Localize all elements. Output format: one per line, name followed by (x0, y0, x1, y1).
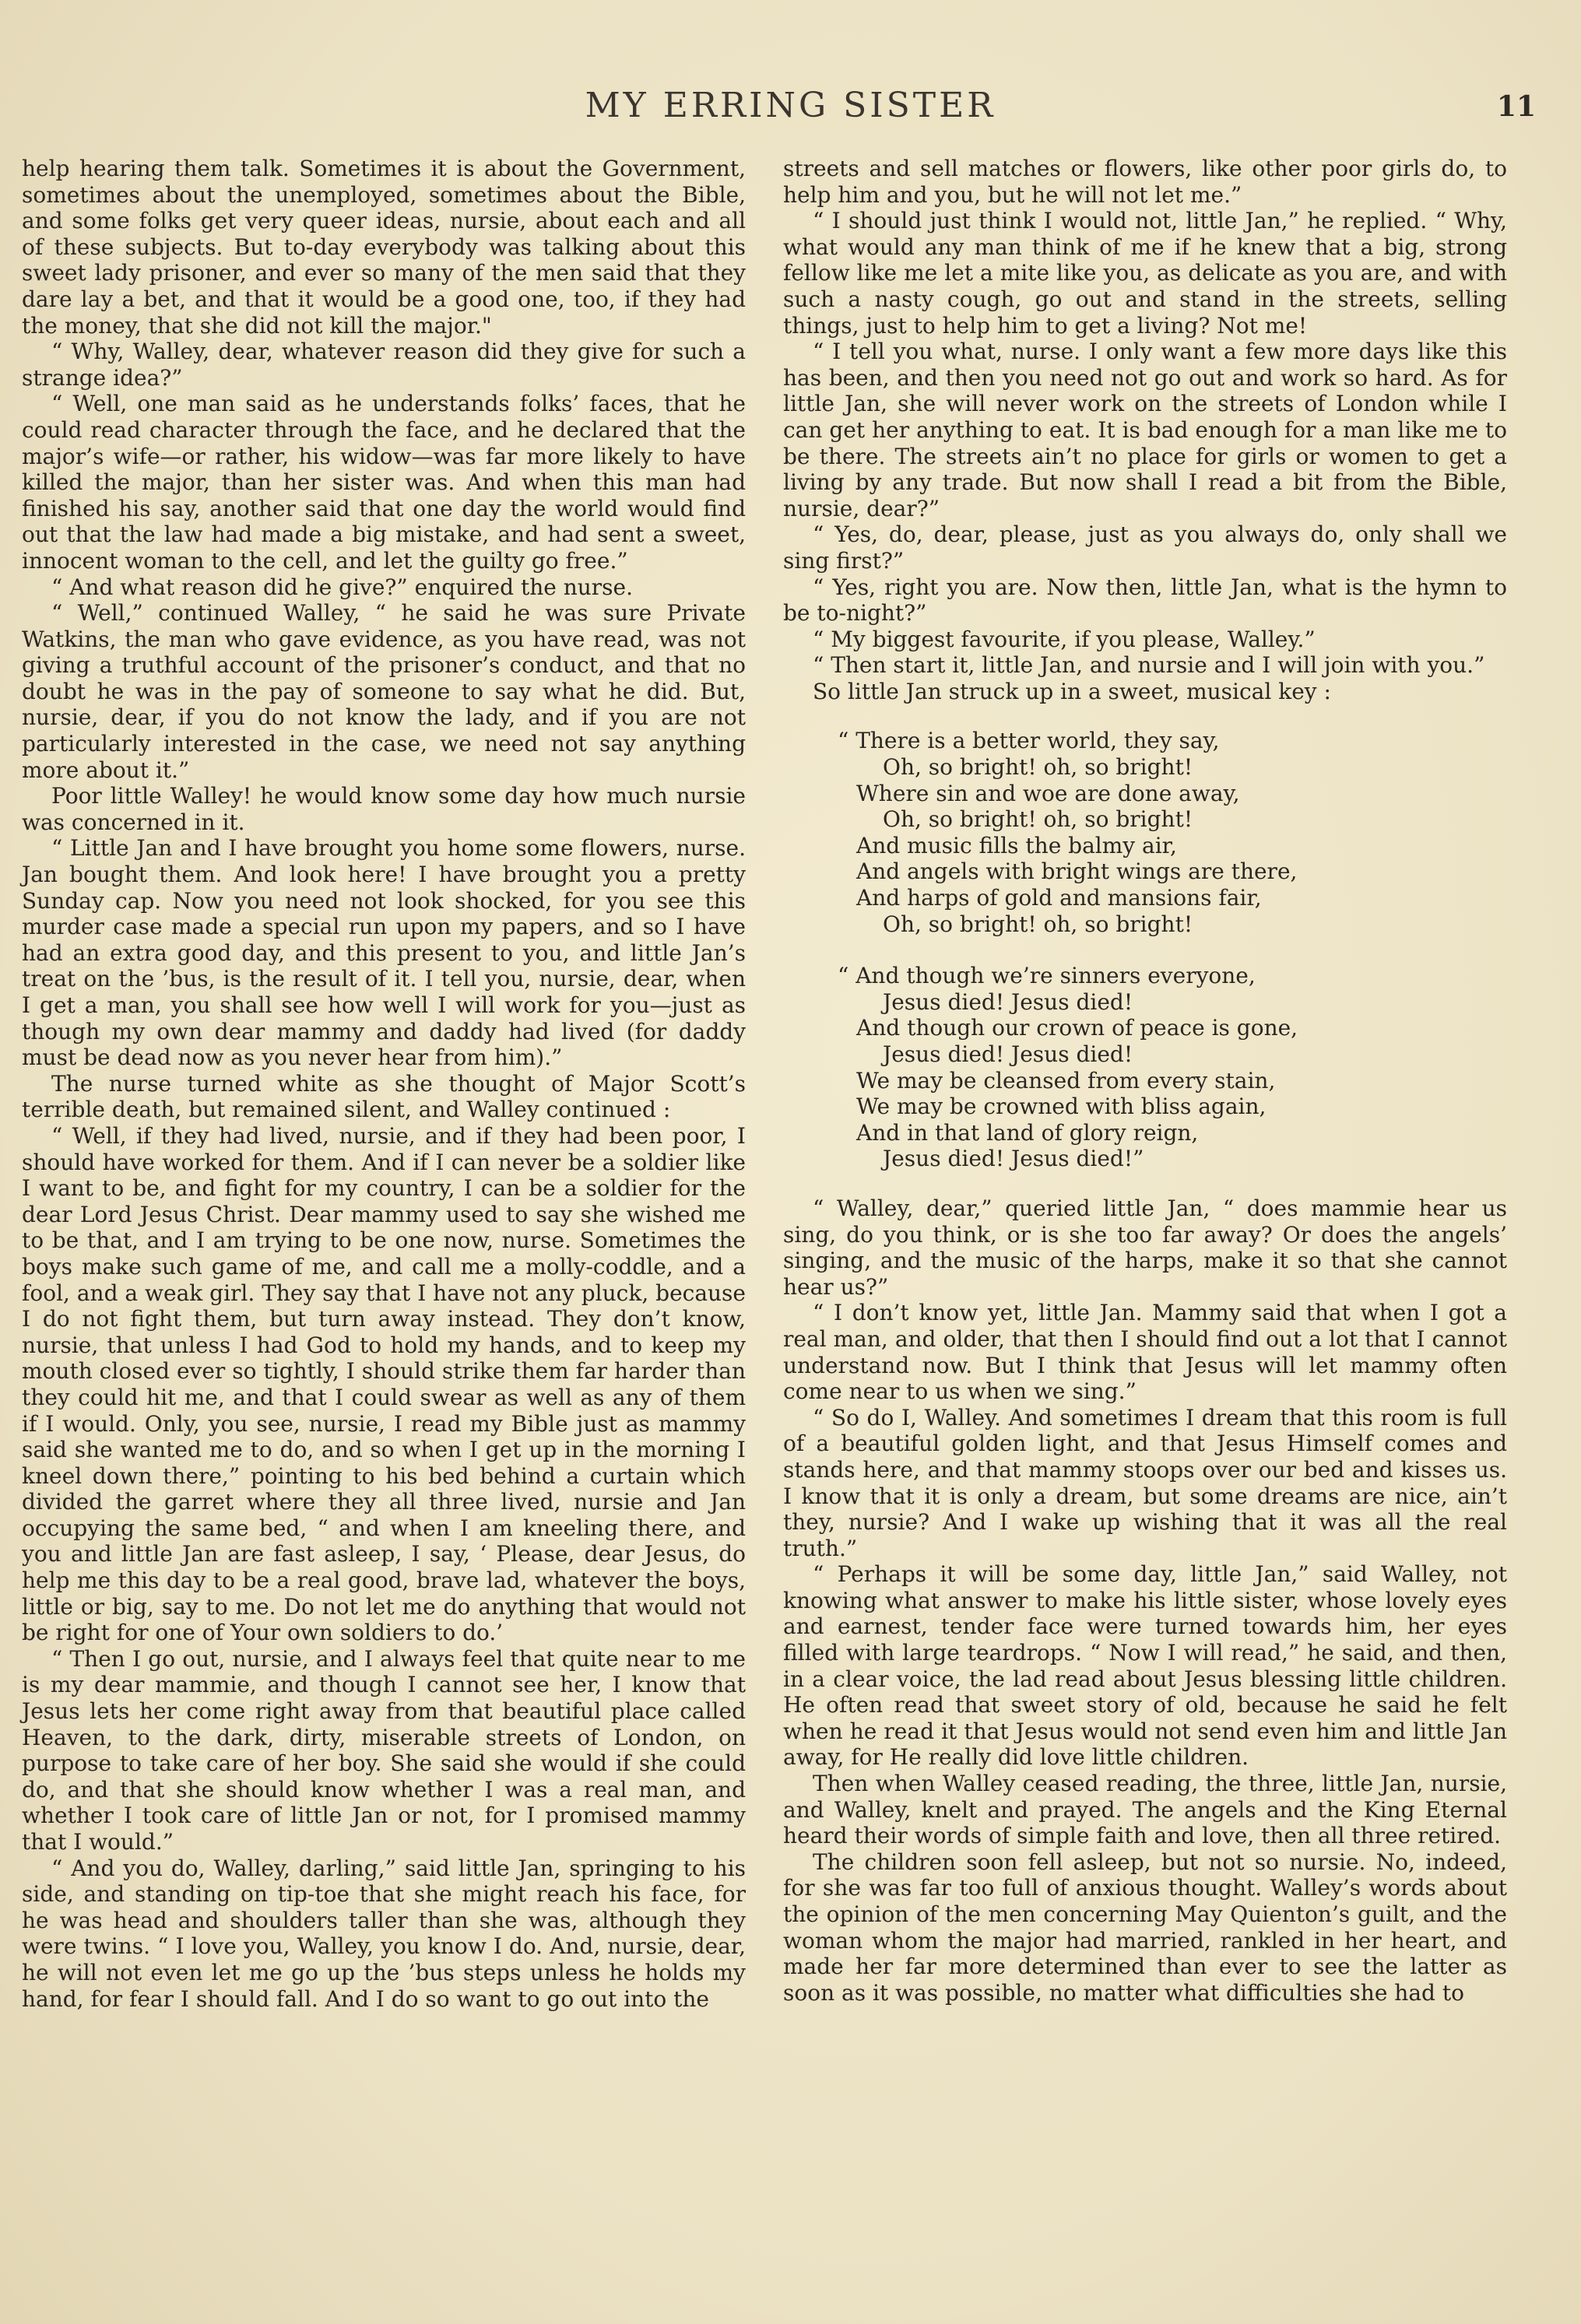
running-head (0, 86, 1581, 132)
paragraph: “ Well, if they had lived, nursie, and if they had been poor, I should have worked for them. And if I can never be a soldier like I want to be, and fight for my country, I can be a soldier for the dear Lord Jesus Christ. Dear mammy used to say she wished me to be that, and I am trying to be one now, nurse. Sometimes the boys make such game of me, and call me a molly-coddle, and a fool, and a weak girl. They say that I have not any pluck, because I do not fight them, but turn away instead. They don’t know, nursie, that unless I had God to hold my hands, and to keep my mouth closed ever so tightly, I should strike them far harder than they could hit me, and that I could swear as well as any of them if I would. Only, you see, nursie, I read my Bible just as mammy said she wanted me to do, and so when I get up in the morning I kneel down there,” pointing to his bed behind a curtain which divided the garret where they all three lived, nursie and Jan occupying the same bed, “ and when I am kneeling there, and you and little Jan are fast asleep, I say, ‘ Please, dear Jesus, do help me this day to be a real good, brave lad, whatever the boys, little or big, say to me. Do not let me do anything that would not be right for one of Your own soldiers to do.’ (22, 1122, 746, 1646)
paragraph: “ And you do, Walley, darling,” said little Jan, springing to his side, and standing on tip-toe that she might reach his face, for he was head and shoulders taller than she was, although they were twins. “ I love you, Walley, you know I do. And, nursie, dear, he will not even let me go up the ’bus steps unless he holds my hand, for fear I should fall. And I do so want to go out into the (22, 1855, 746, 2012)
hymn-line: And music fills the balmy air, (856, 832, 1177, 858)
paragraph: “ And what reason did he give?” enquired the nurse. (51, 574, 633, 600)
paragraph: “ So do I, Walley. And sometimes I dream that this room is full of a beautiful golden light, and that Jesus Himself comes and stands here, and that mammy stoops over our bed and kisses us. I know that it is only a dream, but some dreams are nice, ain’t they, nursie? And I wake up wishing that it was all the real truth.” (783, 1404, 1507, 1561)
paragraph: “ I should just think I would not, little Jan,” he replied. “ Why, what would any man think of me if he knew that a big, strong fellow like me let a mite like you, as delicate as you are, and with such a nasty cough, go out and stand in the streets, selling things, just to help him to get a living? Not me! (783, 208, 1507, 339)
hymn-line: Oh, so bright! oh, so bright! (883, 911, 1193, 937)
left-column (22, 156, 746, 2012)
paragraph: “ Walley, dear,” queried little Jan, “ does mammie hear us sing, do you think, or is she too far away? Or does the angels’ singing, and the music of the harps, make it so that she cannot hear us?” (783, 1195, 1507, 1300)
hymn-line: “ And though we’re sinners everyone, (838, 963, 1256, 989)
hymn-stanza (838, 963, 1507, 1172)
paragraph: “ Well,” continued Walley, “ he said he was sure Private Watkins, the man who gave evidence, as you have read, was not giving a truthful account of the prisoner’s conduct, and that no doubt he was in the pay of someone to say what he did. But, nursie, dear, if you do not know the lady, and if you are not particularly interested in the case, we need not say anything more about it.” (22, 600, 746, 783)
paragraph: “ Yes, do, dear, please, just as you always do, only shall we sing first?” (783, 521, 1507, 574)
hymn-line: Jesus died! Jesus died! (883, 988, 1133, 1015)
paragraph: streets and sell matches or flowers, like other poor girls do, to help him and you, but he will not let me.” (783, 156, 1507, 208)
paragraph: “ Well, one man said as he understands folks’ faces, that he could read character through the face, and he declared that the major’s wife—or rather, his widow—was far more likely to have killed the major, than her sister was. And when this man had finished his say, another said that one day the world would find out that the law had made a big mistake, and had sent a sweet, innocent woman to the cell, and let the guilty go free.” (22, 391, 746, 574)
hymn-line: Oh, so bright! oh, so bright! (883, 754, 1193, 781)
paragraph: “ Little Jan and I have brought you home some flowers, nurse. Jan bought them. And look here! I have brought you a pretty Sunday cap. Now you need not look shocked, for you see this murder case made a special run upon my papers, and so I have had an extra good day, and this present to you, and little Jan’s treat on the ’bus, is the result of it. I tell you, nursie, dear, when I get a man, you shall see how well I will work for you—just as though my own dear mammy and daddy had lived (for daddy must be dead now as you never hear from him).” (22, 835, 746, 1071)
paragraph: “ Then start it, little Jan, and nursie and I will join with you.” (813, 652, 1485, 679)
hymn-line: “ There is a better world, they say, (838, 728, 1220, 754)
hymn-stanza (838, 728, 1507, 937)
hymn-line: And harps of gold and mansions fair, (856, 885, 1262, 911)
paragraph: “ My biggest favourite, if you please, Walley.” (813, 626, 1316, 652)
paragraph: “ Perhaps it will be some day, little Jan,” said Walley, not knowing what answer to make his little sister, whose lovely eyes and earnest, tender face were turned towards him, her eyes filled with large teardrops. “ Now I will read,” he said, and then, in a clear voice, the lad read about Jesus blessing little children. He often read that sweet story of old, because he said he felt when he read it that Jesus would not send even him and little Jan away, for He really did love little children. (783, 1561, 1507, 1771)
paragraph: Then when Walley ceased reading, the three, little Jan, nursie, and Walley, knelt and prayed. The angels and the King Eternal heard their words of simple faith and love, then all three retired. (783, 1771, 1507, 1849)
paragraph: The nurse turned white as she thought of Major Scott’s terrible death, but remained silent, and Walley continued : (22, 1070, 746, 1123)
hymn-line: Oh, so bright! oh, so bright! (883, 806, 1193, 833)
hymn-line: Jesus died! Jesus died! (883, 1041, 1133, 1067)
hymn-line: And in that land of glory reign, (856, 1119, 1199, 1146)
hymn-line: We may be cleansed from every stain, (856, 1067, 1276, 1094)
right-column (783, 156, 1507, 2006)
hymn (838, 728, 1507, 1172)
hymn-line: Jesus died! Jesus died!” (883, 1146, 1144, 1172)
hymn-line: And though our crown of peace is gone, (856, 1015, 1298, 1041)
hymn-line: We may be crowned with bliss again, (856, 1094, 1267, 1120)
paragraph: Poor little Walley! he would know some day how much nursie was concerned in it. (22, 783, 746, 835)
page-number: 11 (1496, 90, 1536, 123)
paragraph: help hearing them talk. Sometimes it is about the Government, sometimes about the unemployed, sometimes about the Bible, and some folks get very queer ideas, nursie, about each and all of these subjects. But to-day everybody was talking about this sweet lady prisoner, and ever so many of the men said that they dare lay a bet, and that it would be a good one, too, if they had the money, that she did not kill the major." (22, 156, 746, 339)
paragraph: “ Why, Walley, dear, whatever reason did they give for such a strange idea?” (22, 339, 746, 391)
paragraph: “ I don’t know yet, little Jan. Mammy said that when I got a real man, and older, that then I should find out a lot that I cannot understand now. But I think that Jesus will let mammy often come near to us when we sing.” (783, 1300, 1507, 1405)
paragraph: “ I tell you what, nurse. I only want a few more days like this has been, and then you need not go out and work so hard. As for little Jan, she will never work on the streets of London while I can get her anything to eat. It is bad enough for a man like me to be there. The streets ain’t no place for girls or women to get a living by any trade. But now shall I read a bit from the Bible, nursie, dear?” (783, 339, 1507, 521)
running-title: MY ERRING SISTER (585, 86, 996, 125)
paragraph: So little Jan struck up in a sweet, musical key : (813, 678, 1331, 704)
paragraph: “ Then I go out, nursie, and I always feel that quite near to me is my dear mammie, and though I cannot see her, I know that Jesus lets her come right away from that beautiful place called Heaven, to the dark, dirty, miserable streets of London, on purpose to take care of her boy. She said she would if she could do, and that she should know whether I was a real man, and whether I took care of little Jan or not, for I promised mammy that I would.” (22, 1645, 746, 1855)
paragraph: “ Yes, right you are. Now then, little Jan, what is the hymn to be to-night?” (783, 574, 1507, 627)
hymn-line: Where sin and woe are done away, (856, 780, 1240, 806)
hymn-line: And angels with bright wings are there, (856, 858, 1298, 885)
paragraph: The children soon fell asleep, but not so nursie. No, indeed, for she was far too full of anxious thought. Walley’s words about the opinion of the men concerning May Quienton’s guilt, and the woman whom the major had married, rankled in her heart, and made her far more determined than ever to see the latter as soon as it was possible, no matter what difficulties she had to (783, 1848, 1507, 2006)
